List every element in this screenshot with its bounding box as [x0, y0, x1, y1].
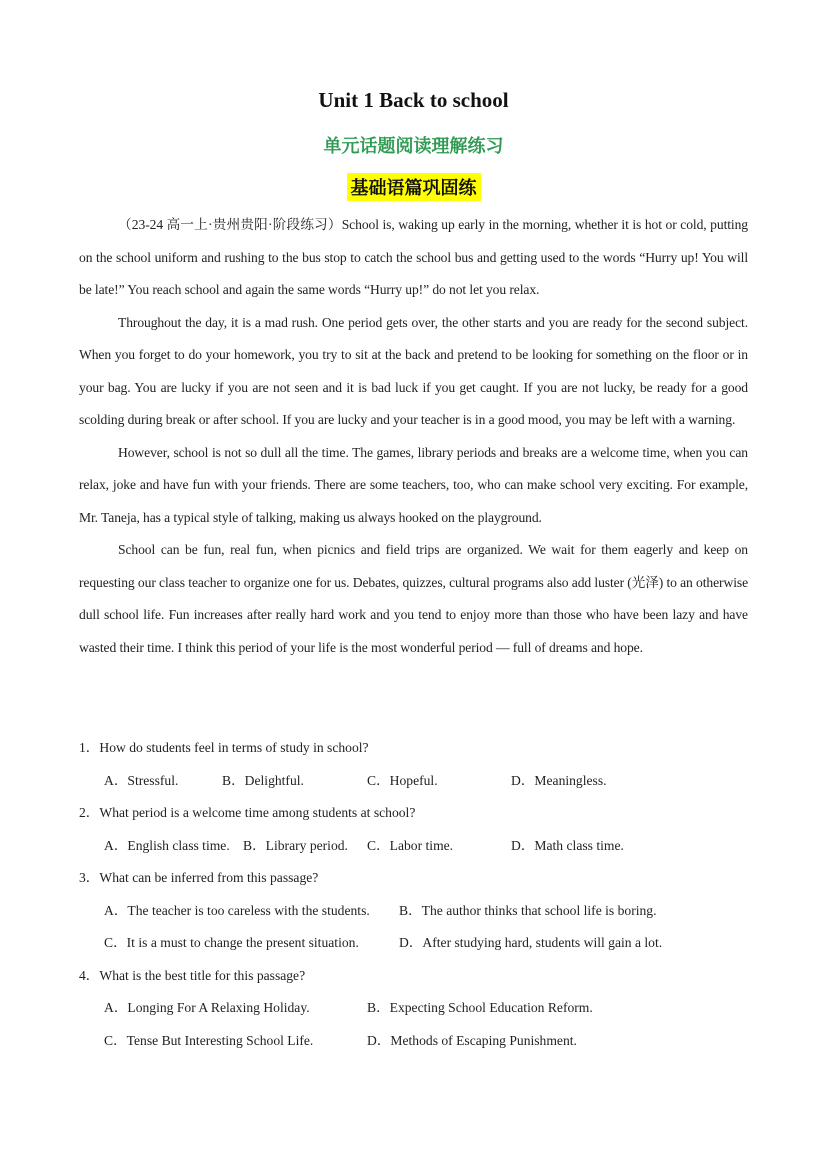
question-1-option-a[interactable]: A．Stressful.	[104, 773, 179, 788]
passage-paragraph: （23-24 高一上·贵州贵阳·阶段练习）School is, waking up early in the morning, whether it is hot or cold, putting on the school uniform and rushing to the bus stop to catch the school bus and getting used to the words “Hurry up! You will be late!” You reach school and again the same words “Hurry up!” do not let you relax.	[79, 217, 748, 297]
question-2-option-d[interactable]: D．Math class time.	[511, 838, 624, 853]
passage-paragraph: School can be fun, real fun, when picnics and field trips are organized. We wait for them eagerly and keep on requesting our class teacher to organize one for us. Debates, quizzes, cultural programs also add luster (光泽) to an otherwise dull school life. Fun increases after really hard work and you tend to enjoy more than those who have been lazy and have wasted their time. I think this period of your life is the most wonderful period — full of dreams and hope.	[79, 542, 748, 655]
question-4-stem: 4．What is the best title for this passage?	[79, 968, 306, 983]
passage-paragraph: However, school is not so dull all the time. The games, library periods and breaks are a welcome time, when you can relax, joke and have fun with your friends. There are some teachers, too, who can make school very exciting. For example, Mr. Taneja, has a typical style of talking, making us always hooked on the playground.	[79, 444, 748, 525]
question-2-option-b[interactable]: B．Library period.	[243, 838, 348, 853]
question-2-stem: 2．What period is a welcome time among students at school?	[79, 805, 416, 820]
question-4-option-b[interactable]: B．Expecting School Education Reform.	[367, 1000, 593, 1015]
question-1-stem: 1．How do students feel in terms of study in school?	[79, 740, 369, 755]
question-1-option-c[interactable]: C．Hopeful.	[367, 773, 438, 788]
unit-title: Unit 1 Back to school	[318, 88, 509, 112]
exercise-subtitle: 单元话题阅读理解练习	[323, 136, 504, 157]
section-heading-wrap	[0, 173, 827, 201]
question-3-option-a[interactable]: A．The teacher is too careless with the students.	[104, 903, 370, 918]
question-1-option-b[interactable]: B．Delightful.	[222, 773, 304, 788]
question-2-option-a[interactable]: A．English class time.	[104, 838, 230, 853]
passage-paragraph: Throughout the day, it is a mad rush. One period gets over, the other starts and you are ready for the second subject. When you forget to do your homework, you try to sit at the back and pretend to be looking for something on the floor or in your bag. You are lucky if you are not seen and it is bad luck if you get caught. If you are not lucky, be ready for a good scolding during break or after school. If you are lucky and your teacher is in a good mood, you may be left with a warning.	[79, 314, 748, 427]
question-1-option-d[interactable]: D．Meaningless.	[511, 773, 607, 788]
question-2-option-c[interactable]: C．Labor time.	[367, 838, 454, 853]
question-3-stem: 3．What can be inferred from this passage?	[79, 870, 319, 885]
question-3-option-d[interactable]: D．After studying hard, students will gain a lot.	[399, 935, 663, 950]
question-4-option-a[interactable]: A．Longing For A Relaxing Holiday.	[104, 1000, 310, 1015]
question-4-option-d[interactable]: D．Methods of Escaping Punishment.	[367, 1033, 577, 1048]
reading-passage	[79, 209, 748, 664]
section-heading: 基础语篇巩固练	[347, 173, 481, 201]
question-4-option-c[interactable]: C．Tense But Interesting School Life.	[104, 1033, 314, 1048]
question-3-option-c[interactable]: C．It is a must to change the present situation.	[104, 935, 359, 950]
question-3-option-b[interactable]: B．The author thinks that school life is boring.	[399, 903, 657, 918]
